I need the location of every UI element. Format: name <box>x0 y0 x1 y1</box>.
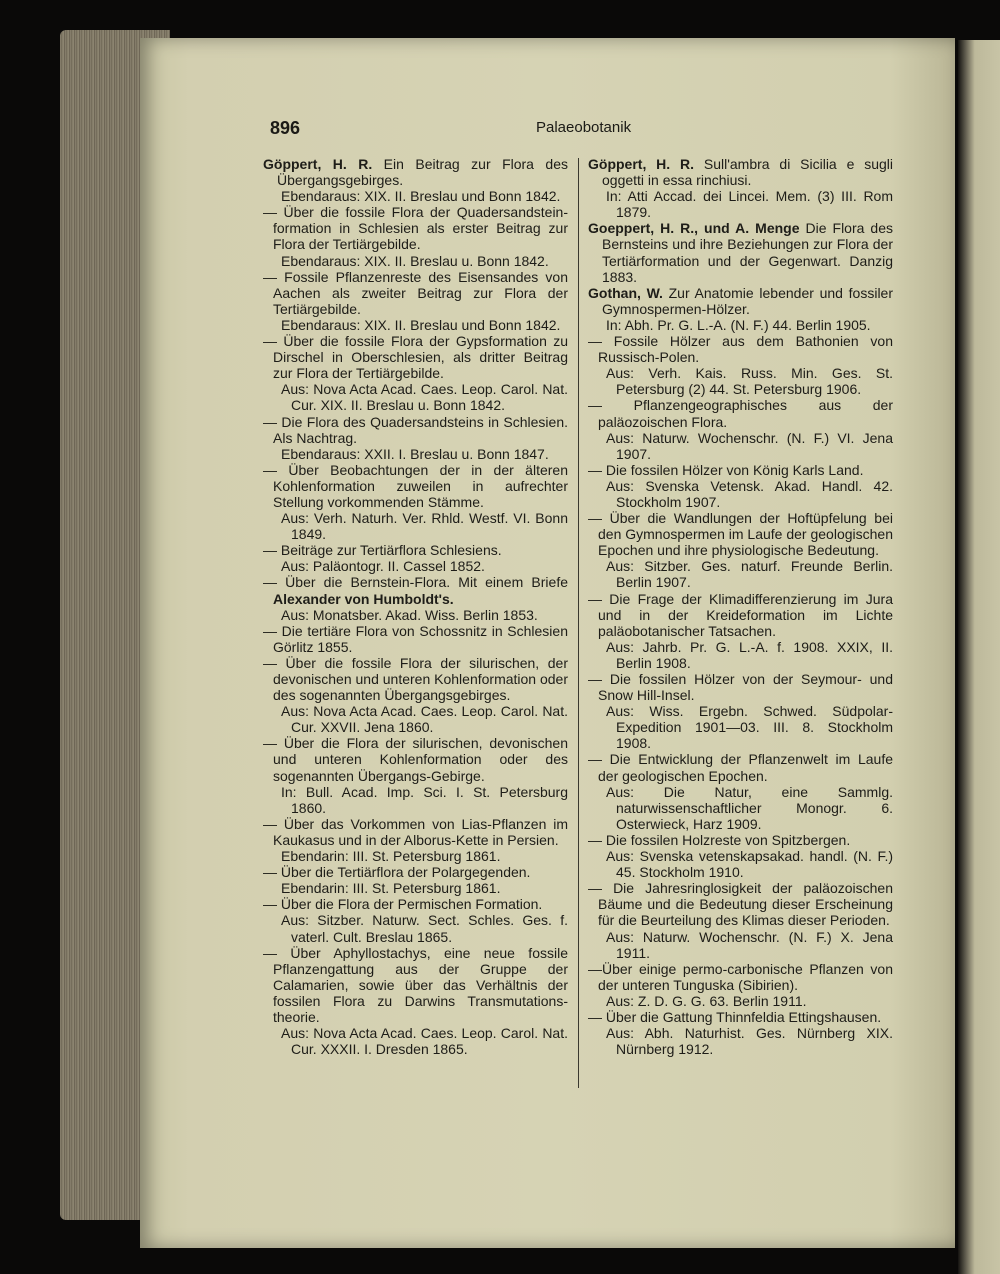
bibliography-source <box>588 430 893 462</box>
bibliography-source <box>263 784 568 816</box>
bibliography-source <box>263 558 568 574</box>
bibliography-entry <box>263 333 568 381</box>
page-number: 896 <box>270 118 301 138</box>
bibliography-entry <box>263 655 568 703</box>
bibliography-source <box>263 703 568 735</box>
entry-title: — Fossile Pflanzenreste des Eisensandes von Aachen als zweiter Beitrag zur Flora der Tertiärgebilde. <box>263 268 568 317</box>
right-column <box>588 156 893 1057</box>
entry-title: — Über die Bernstein-Flora. Mit einem Briefe <box>263 574 568 591</box>
source-text: Aus: Nova Acta Acad. Caes. Leop. Carol. Nat. Cur. XIX. II. Breslau u. Bonn 1842. <box>281 381 568 414</box>
bibliography-entry <box>263 574 568 606</box>
source-text: In: Abh. Pr. G. L.-A. (N. F.) 44. Berlin 1905. <box>606 316 871 333</box>
bibliography-source <box>588 993 893 1009</box>
bibliography-entry <box>263 414 568 446</box>
entry-title: — Die fossilen Hölzer von König Karls Land. <box>588 461 864 478</box>
source-text: In: Atti Accad. dei Lincei. Mem. (3) III. Rom 1879. <box>606 188 893 221</box>
entry-title: — Fossile Hölzer aus dem Bathonien von Russisch-Polen. <box>588 333 893 366</box>
entry-title: Sull'ambra di Sicilia e sugli oggetti in essa rinchiusi. <box>602 156 893 189</box>
bibliography-entry <box>263 269 568 317</box>
entry-title: — Über die fossile Flora der silurischen, der devonischen und unteren Kohlenformation oder des sogenannten Übergangsgebirges. <box>263 654 568 704</box>
bibliography-source <box>588 639 893 671</box>
facing-page-edge <box>958 40 1000 1274</box>
bibliography-source <box>588 478 893 510</box>
source-text: Aus: Die Natur, eine Sammlg. naturwissenschaftlicher Monogr. 6. Osterwieck, Harz 1909. <box>606 783 893 832</box>
source-text: Aus: Abh. Naturhist. Ges. Nürnberg XIX. Nürnberg 1912. <box>606 1025 893 1058</box>
source-text: Aus: Jahrb. Pr. G. L.-A. f. 1908. XXIX, II. Berlin 1908. <box>606 638 893 671</box>
entry-title: — Über die Tertiärflora der Polargegenden. <box>263 864 531 881</box>
source-text: Ebendarin: III. St. Petersburg 1861. <box>281 880 501 897</box>
running-head: Palaeobotanik <box>536 119 632 136</box>
bibliography-entry <box>263 896 568 912</box>
entry-title: — Die fossilen Holzreste von Spitzbergen. <box>588 831 851 848</box>
source-text: Ebendarin: III. St. Petersburg 1861. <box>281 848 501 865</box>
bibliography-source <box>588 1025 893 1057</box>
bibliography-entry <box>263 204 568 252</box>
bibliography-source <box>263 848 568 864</box>
entry-title: —Über einige permo-carbonische Pflanzen von der unteren Tunguska (Sibirien). <box>588 960 893 993</box>
entry-title: — Über die Gattung Thinnfeldia Ettingshausen. <box>588 1008 882 1025</box>
bibliography-entry <box>588 880 893 928</box>
bibliography-entry <box>588 591 893 639</box>
entry-title: — Beiträge zur Tertiärflora Schlesiens. <box>263 542 502 559</box>
bibliography-source <box>263 381 568 413</box>
source-text: Aus: Verh. Kais. Russ. Min. Ges. St. Petersburg (2) 44. St. Petersburg 1906. <box>606 365 893 398</box>
bibliography-entry <box>263 864 568 880</box>
entry-title: — Die tertiäre Flora von Schossnitz in Schlesien Görlitz 1855. <box>263 622 568 655</box>
bibliography-entry <box>588 220 893 284</box>
entry-author: Göppert, H. R. <box>588 156 695 172</box>
bibliography-entry <box>263 945 568 1025</box>
bibliography-source <box>263 446 568 462</box>
bibliography-source <box>263 880 568 896</box>
entry-title: — Die fossilen Hölzer von der Seymour- und Snow Hill-Insel. <box>588 671 893 704</box>
bibliography-entry <box>588 397 893 429</box>
source-text: Ebendaraus: XIX. II. Breslau und Bonn 1842. <box>281 316 561 333</box>
source-text: Aus: Naturw. Wochenschr. (N. F.) X. Jena 1911. <box>606 928 893 961</box>
bibliography-entry <box>588 510 893 558</box>
bibliography-entry <box>263 735 568 783</box>
entry-author: Göppert, H. R. <box>263 156 373 172</box>
entry-author: Gothan, W. <box>588 284 663 301</box>
entry-title: Zur Anatomie lebender und fossiler Gymnospermen-Hölzer. <box>602 284 893 317</box>
source-text: Aus: Naturw. Wochenschr. (N. F.) VI. Jena 1907. <box>606 429 893 462</box>
bibliography-entry <box>263 623 568 655</box>
entry-title: — Die Jahresringlosigkeit der paläozoischen Bäume und die Bedeutung dieser Erscheinung für die Beurteilung des Klimas dieser Perioden. <box>588 880 893 929</box>
source-text: Ebendaraus: XXII. I. Breslau u. Bonn 1847. <box>281 445 549 462</box>
entry-title: — Die Entwicklung der Pflanzenwelt im Laufe der geologischen Epochen. <box>588 751 893 784</box>
source-text: Aus: Sitzber. Naturw. Sect. Schles. Ges. f. vaterl. Cult. Breslau 1865. <box>281 912 568 945</box>
entry-bold-name: Alexander von Humboldt's. <box>273 590 454 607</box>
bibliography-source <box>588 317 893 333</box>
source-text: Ebendaraus: XIX. II. Breslau u. Bonn 1842. <box>281 252 549 269</box>
bibliography-source <box>588 848 893 880</box>
source-text: Aus: Wiss. Ergebn. Schwed. Südpolar-Expedition 1901—03. III. 8. Stockholm 1908. <box>606 703 893 752</box>
bibliography-entry <box>588 156 893 188</box>
source-text: Aus: Nova Acta Acad. Caes. Leop. Carol. Nat. Cur. XXXII. I. Dresden 1865. <box>281 1025 568 1058</box>
source-text: Aus: Z. D. G. G. 63. Berlin 1911. <box>606 992 807 1009</box>
bibliography-source <box>588 365 893 397</box>
entry-title: — Die Flora des Quadersandsteins in Schlesien. Als Nachtrag. <box>263 413 568 446</box>
entry-title: — Über die Flora der silurischen, devonischen und unteren Kohlenformation oder des sogenannten Übergangs-Gebirge. <box>263 735 568 784</box>
bibliography-source <box>588 188 893 220</box>
bibliography-entry <box>588 333 893 365</box>
bibliography-source <box>263 510 568 542</box>
bibliography-entry <box>263 462 568 510</box>
entry-title: — Über die Wandlungen der Hoftüpfelung bei den Gymnospermen im Laufe der geologischen Epochen und ihre physiologische Bedeutung. <box>588 510 893 559</box>
entry-title: — Über Aphyllostachys, eine neue fossile Pflanzengattung aus der Gruppe der Calamarien, sowie über das Verhältnis der fossilen Flora zu Darwins Transmutations-theorie. <box>263 944 568 1025</box>
bibliography-source <box>263 607 568 623</box>
bibliography-source <box>588 703 893 751</box>
source-text: In: Bull. Acad. Imp. Sci. I. St. Petersburg 1860. <box>281 783 568 816</box>
entry-title: — Pflanzengeographisches aus der paläozoischen Flora. <box>588 397 893 430</box>
bibliography-source <box>588 929 893 961</box>
bibliography-entry <box>588 671 893 703</box>
bibliography-source <box>263 253 568 269</box>
bibliography-source <box>588 558 893 590</box>
bibliography-entry <box>263 816 568 848</box>
entry-title: — Über Beobachtungen der in der älteren Kohlenformation zuweilen in aufrechter Stellung vorkommenden Stämme. <box>263 461 568 510</box>
bibliography-source <box>588 784 893 832</box>
bibliography-entry <box>588 1009 893 1025</box>
source-text: Aus: Sitzber. Ges. naturf. Freunde Berlin. Berlin 1907. <box>606 558 893 591</box>
bibliography-entry <box>588 961 893 993</box>
source-text: Aus: Paläontogr. II. Cassel 1852. <box>281 558 485 575</box>
entry-author: Goeppert, H. R., und A. Menge <box>588 220 800 237</box>
source-text: Aus: Verh. Naturh. Ver. Rhld. Westf. VI. Bonn 1849. <box>281 510 568 543</box>
bibliography-entry <box>588 462 893 478</box>
entry-title: Ein Beitrag zur Flora des Übergangsgebirges. <box>277 156 568 189</box>
entry-title: — Über die fossile Flora der Gypsformation zu Dirschel in Oberschlesien, als dritter Beitrag zur Flora der Tertiärgebilde. <box>263 333 568 382</box>
source-text: Aus: Svenska vetenskapsakad. handl. (N. F.) 45. Stockholm 1910. <box>606 848 893 881</box>
bibliography-entry <box>588 751 893 783</box>
column-divider <box>578 158 579 1088</box>
entry-title: — Die Frage der Klimadifferenzierung im Jura und in der Kreideformation im Lichte paläobotanischer Tatsachen. <box>588 590 893 639</box>
source-text: Aus: Svenska Vetensk. Akad. Handl. 42. Stockholm 1907. <box>606 477 893 510</box>
left-column <box>263 156 568 1057</box>
bibliography-source <box>263 317 568 333</box>
entry-title: Die Flora des Bernsteins und ihre Beziehungen zur Flora der Tertiärformation und der Gegenwart. Danzig 1883. <box>602 220 893 285</box>
source-text: Ebendaraus: XIX. II. Breslau und Bonn 1842. <box>281 188 561 205</box>
bibliography-entry <box>588 285 893 317</box>
entry-title: — Über die fossile Flora der Quadersandstein-formation in Schlesien als erster Beitrag zur Flora der Tertiärgebilde. <box>263 204 568 253</box>
source-text: Aus: Nova Acta Acad. Caes. Leop. Carol. Nat. Cur. XXVII. Jena 1860. <box>281 703 568 736</box>
bibliography-entry <box>588 832 893 848</box>
bibliography-source <box>263 912 568 944</box>
source-text: Aus: Monatsber. Akad. Wiss. Berlin 1853. <box>281 606 538 623</box>
bibliography-entry <box>263 156 568 188</box>
entry-title: — Über die Flora der Permischen Formation. <box>263 896 543 913</box>
bibliography-source <box>263 188 568 204</box>
bibliography-entry <box>263 542 568 558</box>
bibliography-source <box>263 1025 568 1057</box>
entry-title: — Über das Vorkommen von Lias-Pflanzen im Kaukasus und in der Alborus-Kette in Persien. <box>263 815 568 848</box>
